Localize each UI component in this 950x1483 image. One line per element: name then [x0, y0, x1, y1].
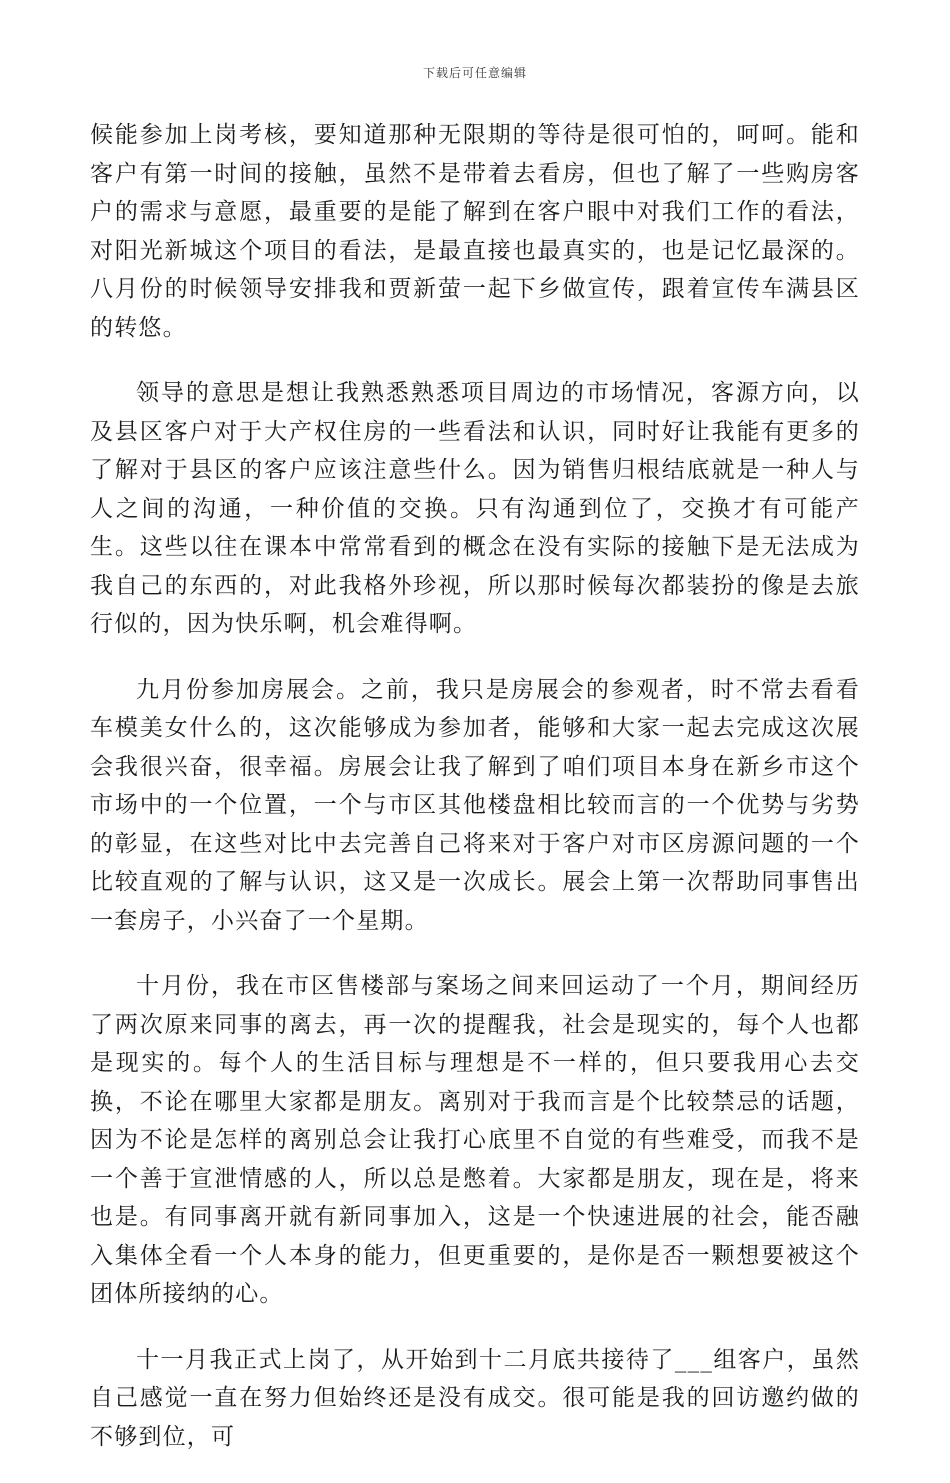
paragraph-4: 十月份，我在市区售楼部与案场之间来回运动了一个月，期间经历了两次原来同事的离去，再一次的提醒我，社会是现实的，每个人也都是现实的。每个人的生活目标与理想是不一样的，但只要我用心去交换，不论在哪里大家都是朋友。离别对于我而言是个比较禁忌的话题，因为不论是怎样的离别总会让我打心底里不自觉的有些难受，而我不是一个善于宣泄情感的人，所以总是憋着。大家都是朋友，现在是，将来也是。有同事离开就有新同事加入，这是一个快速进展的社会，能否融入集体全看一个人本身的能力，但更重要的，是你是否一颗想要被这个团体所接纳的心。 — [90, 973, 860, 1307]
paragraph-3: 九月份参加房展会。之前，我只是房展会的参观者，时不常去看看车模美女什么的，这次能够成为参加者，能够和大家一起去完成这次展会我很兴奋，很幸福。房展会让我了解到了咱们项目本身在新乡市这个市场中的一个位置，一个与市区其他楼盘相比较而言的一个优势与劣势的彰显，在这些对比中去完善自己将来对于客户对市区房源问题的一个比较直观的了解与认识，这又是一次成长。展会上第一次帮助同事售出一套房子，小兴奋了一个星期。 — [90, 676, 860, 934]
paragraph-5: 十一月我正式上岗了，从开始到十二月底共接待了___组客户，虽然自己感觉一直在努力但始终还是没有成交。很可能是我的回访邀约做的不够到位，可 — [90, 1346, 860, 1450]
page-header-note: 下载后可任意编辑 — [422, 66, 527, 80]
document-body — [90, 116, 860, 1483]
paragraph-2: 领导的意思是想让我熟悉熟悉项目周边的市场情况，客源方向，以及县区客户对于大产权住房的一些看法和认识，同时好让我能有更多的了解对于县区的客户应该注意些什么。因为销售归根结底就是一种人与人之间的沟通，一种价值的交换。只有沟通到位了，交换才有可能产生。这些以往在课本中常常看到的概念在没有实际的接触下是无法成为我自己的东西的，对此我格外珍视，所以那时候每次都装扮的像是去旅行似的，因为快乐啊，机会难得啊。 — [90, 380, 860, 637]
paragraph-1: 候能参加上岗考核，要知道那种无限期的等待是很可怕的，呵呵。能和客户有第一时间的接触，虽然不是带着去看房，但也了解了一些购房客户的需求与意愿，最重要的是能了解到在客户眼中对我们工作的看法，对阳光新城这个项目的看法，是最直接也最真实的，也是记忆最深的。八月份的时候领导安排我和贾新萤一起下乡做宣传，跟着宣传车满县区的转悠。 — [90, 122, 860, 341]
